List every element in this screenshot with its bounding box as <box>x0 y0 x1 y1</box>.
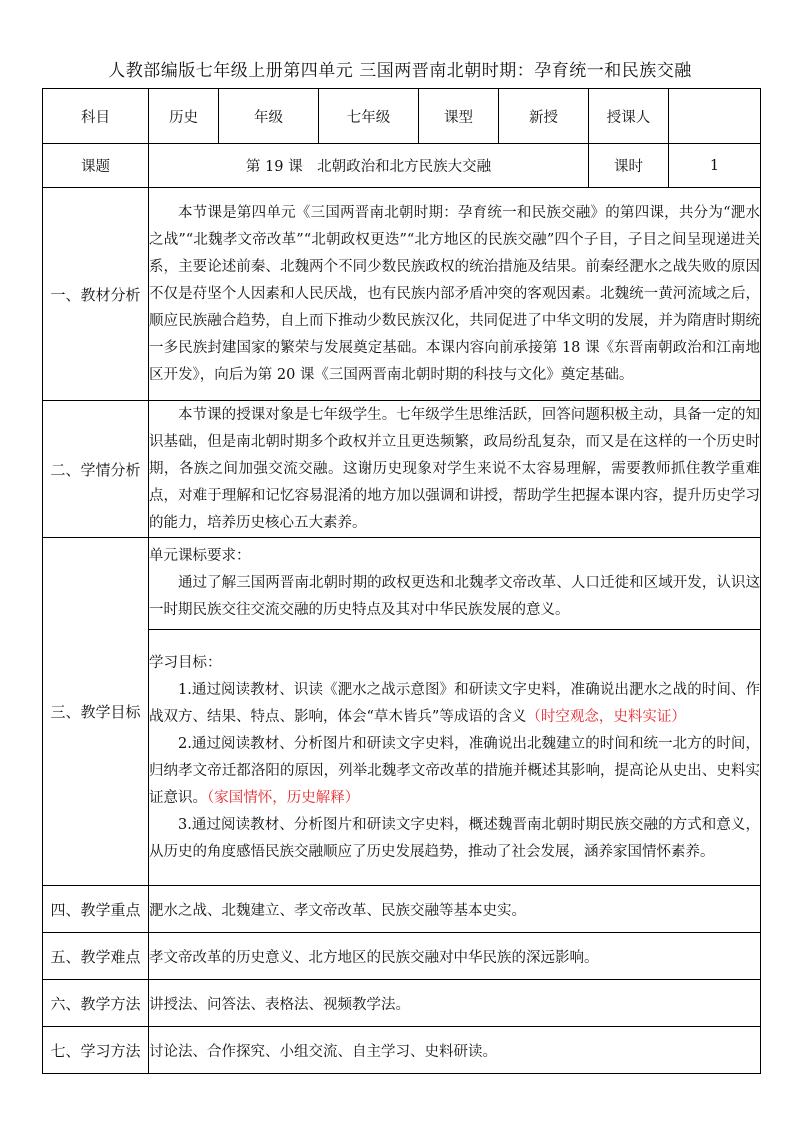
subject-label: 科目 <box>43 89 149 144</box>
learning-goal-2-text: 2.通过阅读教材、分析图片和研读文字史料，准确说出北魏建立的时间和统一北方的时间，归纳孝文帝迁都洛阳的原因，列举北魏孝文帝改革的措施并概述其影响，提高论从史出、史料实证意识。 <box>149 735 760 806</box>
topic-label: 课题 <box>43 144 149 188</box>
teaching-methods-label: 六、教学方法 <box>43 980 149 1027</box>
learning-goal-1 <box>149 677 760 731</box>
teacher-value <box>669 89 761 144</box>
grade-label: 年级 <box>219 89 319 144</box>
key-points-text: 淝水之战、北魏建立、孝文帝改革、民族交融等基本史实。 <box>149 886 761 933</box>
learning-goal-1-literacy-tag: （时空观念，史料实证） <box>526 708 686 725</box>
document-title: 人教部编版七年级上册第四单元 三国两晋南北朝时期：孕育统一和民族交融 <box>108 61 692 81</box>
lesson-type-label: 课型 <box>419 89 499 144</box>
learning-methods-row <box>43 1027 761 1074</box>
student-analysis-text: 本节课的授课对象是七年级学生。七年级学生思维活跃，回答问题积极主动，具备一定的知识基础，但是南北朝时期多个政权并立且更迭频繁，政局纷乱复杂，而又是在这样的一个历史时期，各族之间加强交流交融。这谢历史现象对学生来说不太容易理解，需要教师抓住教学重难点，对难于理解和记忆容易混淆的地方加以强调和讲授，帮助学生把握本课内容，提升历史学习的能力，培养历史核心五大素养。 <box>149 406 760 531</box>
learning-methods-label: 七、学习方法 <box>43 1027 149 1074</box>
material-analysis-text: 本节课是第四单元《三国两晋南北朝时期：孕育统一和民族交融》的第四课，共分为“淝水之战”“北魏孝文帝改革”“北朝政权更迭”“北方地区的民族交融”四个子目，子目之间呈现递进关系，主要论述前秦、北魏两个不同少数民族政权的统治措施及结果。前秦经淝水之战失败的原因不仅是苻坚个人因素和人民厌战，也有民族内部矛盾冲突的客观因素。北魏统一黄河流域之后，顺应民族融合趋势，自上而下推动少数民族汉化，共同促进了中华文明的发展，并为隋唐时期统一多民族封建国家的繁荣与发展奠定基础。本课内容向前承接第 18 课《东晋南朝政治和江南地区开发》，向后为第 20 课《三国两晋南北朝时期的科技与文化》奠定基础。 <box>149 204 760 383</box>
learning-goal-1-text: 1.通过阅读教材、识读《淝水之战示意图》和研读文字史料，准确说出淝水之战的时间、作战双方、结果、特点、影响，体会“草木皆兵”等成语的含义 <box>149 681 760 725</box>
difficulties-row <box>43 933 761 980</box>
unit-standard-heading: 单元课标要求： <box>149 548 251 564</box>
objectives-label: 三、教学目标 <box>43 538 149 886</box>
key-points-row <box>43 886 761 933</box>
unit-standard-cell <box>149 538 761 630</box>
topic-row <box>43 144 761 188</box>
subject-value: 历史 <box>149 89 219 144</box>
lesson-type-value: 新授 <box>499 89 589 144</box>
material-analysis-cell <box>149 188 761 401</box>
student-analysis-row <box>43 401 761 538</box>
objectives-standard-row <box>43 538 761 630</box>
learning-methods-text: 讨论法、合作探究、小组交流、自主学习、史料研读。 <box>149 1027 761 1074</box>
teaching-methods-row <box>43 980 761 1027</box>
key-points-label: 四、教学重点 <box>43 886 149 933</box>
difficulties-text: 孝文帝改革的历史意义、北方地区的民族交融对中华民族的深远影响。 <box>149 933 761 980</box>
header-row <box>43 89 761 144</box>
teacher-label: 授课人 <box>589 89 669 144</box>
learning-goals-cell <box>149 630 761 886</box>
material-analysis-row <box>43 188 761 401</box>
learning-goal-2 <box>149 731 760 812</box>
learning-goal-3: 3.通过阅读教材、分析图片和研读文字史料，概述魏晋南北朝时期民族交融的方式和意义，从历史的角度感悟民族交融顺应了历史发展趋势，推动了社会发展，涵养家国情怀素养。 <box>149 816 760 860</box>
grade-value: 七年级 <box>319 89 419 144</box>
learning-goal-2-literacy-tag: （家国情怀，历史解释） <box>207 789 360 806</box>
hours-label: 课时 <box>589 144 669 188</box>
student-analysis-label: 二、学情分析 <box>43 401 149 538</box>
topic-value: 第 19 课 北朝政治和北方民族大交融 <box>149 144 589 188</box>
difficulties-label: 五、教学难点 <box>43 933 149 980</box>
teaching-methods-text: 讲授法、问答法、表格法、视频教学法。 <box>149 980 761 1027</box>
learning-goals-heading: 学习目标： <box>149 654 222 671</box>
student-analysis-cell <box>149 401 761 538</box>
objectives-goals-row <box>43 630 761 886</box>
unit-standard-text: 通过了解三国两晋南北朝时期的政权更迭和北魏孝文帝改革、人口迁徙和区域开发，认识这一时期民族交往交流交融的历史特点及其对中华民族发展的意义。 <box>149 575 760 618</box>
lesson-plan-table <box>42 88 761 1074</box>
hours-value: 1 <box>669 144 761 188</box>
material-analysis-label: 一、教材分析 <box>43 188 149 401</box>
